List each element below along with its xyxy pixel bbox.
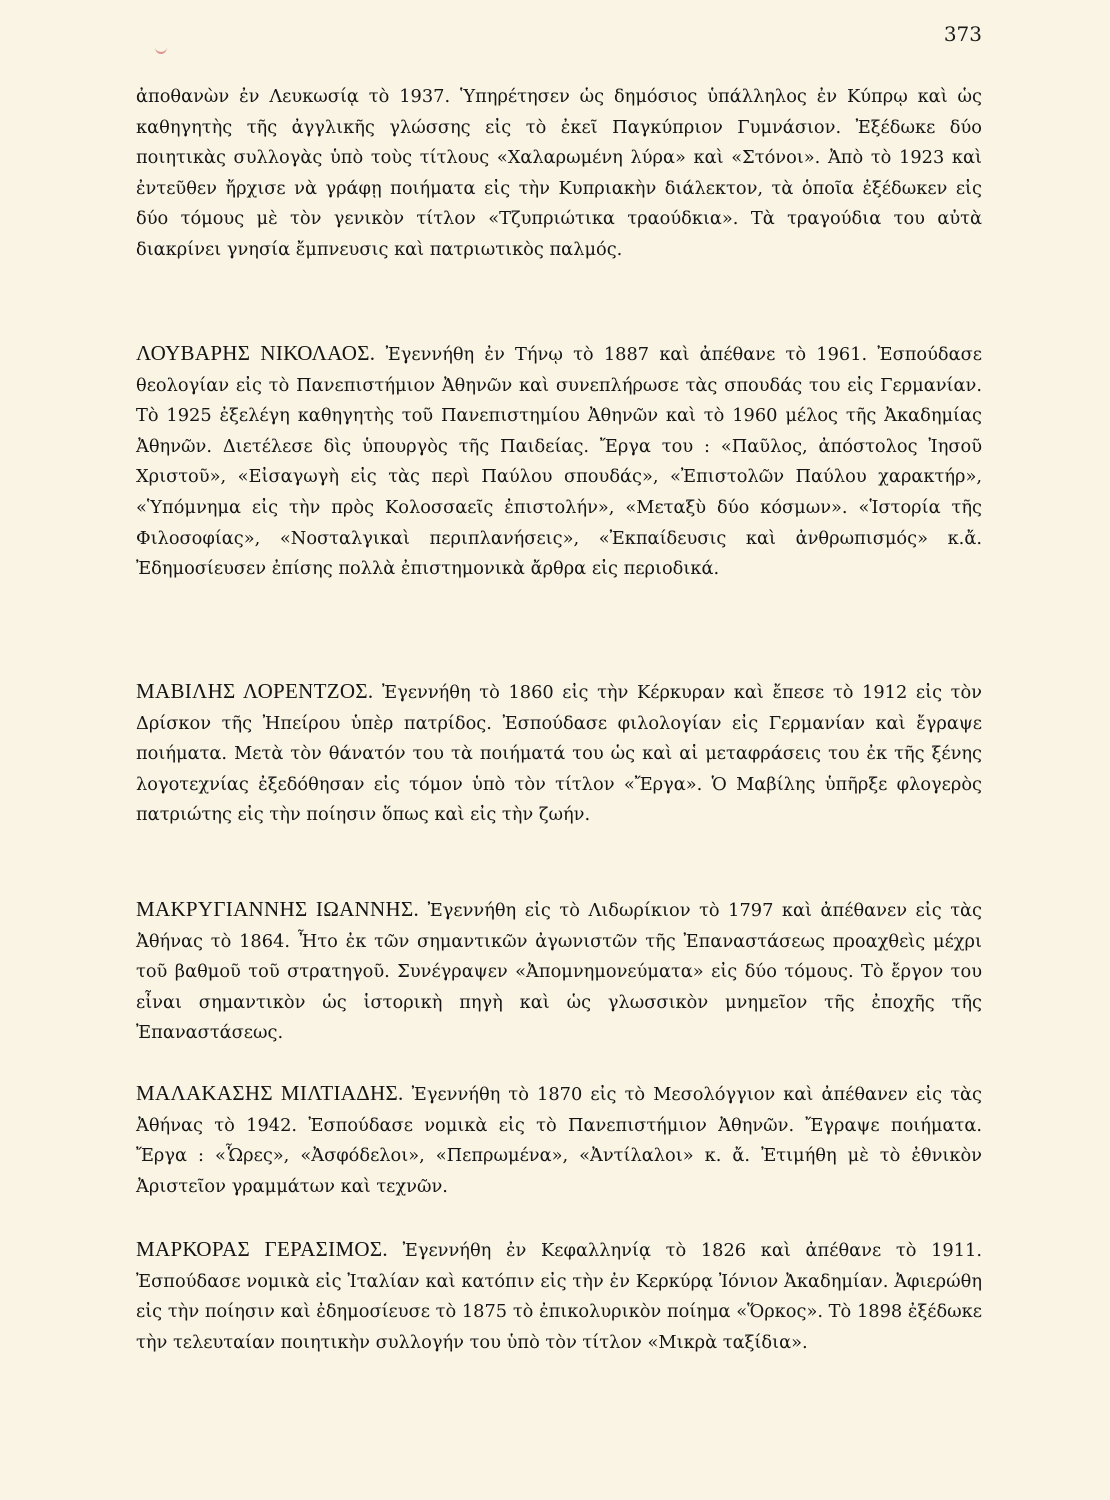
entry-text: Ἐγεννήθη τὸ 1860 εἰς τὴν Κέρκυραν καὶ ἔπεσε τὸ 1912 εἰς τὸν Δρίσκον τῆς Ἠπείρου ὑπὲρ πατρίδος. Ἐσπούδασε φιλολογίαν εἰς Γερμανίαν καὶ ἔγραψε ποιήματα. Μετὰ τὸν θάνατόν του τὰ ποιήματά του ὡς καὶ αἱ μεταφράσεις του ἐκ τῆς ξένης λογοτεχνίας ἐξεδόθησαν εἰς τόμον ὑπὸ τὸν τίτλον «Ἔργα». Ὁ Μαβίλης ὑπῆρξε φλογερὸς πατριώτης εἰς τὴν ποίησιν ὅπως καὶ εἰς τὴν ζωήν. bbox=[136, 682, 982, 826]
entry-malakasis bbox=[136, 1078, 982, 1202]
page-number: 373 bbox=[943, 22, 982, 46]
ink-mark bbox=[155, 40, 167, 54]
entry-text: Ἐγεννήθη τὸ 1870 εἰς τὸ Μεσολόγγιον καὶ ἀπέθανεν εἰς τὰς Ἀθήνας τὸ 1942. Ἐσπούδασε νομικὰ εἰς τὸ Πανεπιστήμιον Ἀθηνῶν. Ἔγραψε ποιήματα. Ἔργα : «Ὧρες», «Ἀσφόδελοι», «Πεπρωμένα», «Ἀντίλαλοι» κ. ἄ. Ἐτιμήθη μὲ τὸ ἐθνικὸν Ἀριστεῖον γραμμάτων καὶ τεχνῶν. bbox=[136, 1084, 983, 1197]
entry-markoras bbox=[136, 1234, 982, 1358]
entry-text: Ἐγεννήθη εἰς τὸ Λιδωρίκιον τὸ 1797 καὶ ἀπέθανεν εἰς τὰς Ἀθήνας τὸ 1864. Ἦτο ἐκ τῶν σημαντικῶν ἀγωνιστῶν τῆς Ἐπαναστάσεως προαχθεὶς μέχρι τοῦ βαθμοῦ τοῦ στρατηγοῦ. Συνέγραψεν «Ἀπομνημονεύματα» εἰς δύο τόμους. Τὸ ἔργον του εἶναι σημαντικὸν ὡς ἱστορικὴ πηγὴ καὶ ὡς γλωσσικὸν μνημεῖον τῆς ἐποχῆς τῆς Ἐπαναστάσεως. bbox=[136, 900, 983, 1044]
intro-paragraph: ἀποθανὼν ἐν Λευκωσίᾳ τὸ 1937. Ὑπηρέτησεν ὡς δημόσιος ὑπάλληλος ἐν Κύπρῳ καὶ ὡς καθηγητὴς τῆς ἀγγλικῆς γλώσσης εἰς τὸ ἐκεῖ Παγκύπριον Γυμνάσιον. Ἐξέδωκε δύο ποιητικὰς συλλογὰς ὑπὸ τοὺς τίτλους «Χαλαρωμένη λύρα» καὶ «Στόνοι». Ἀπὸ τὸ 1923 καὶ ἐντεῦθεν ἤρχισε νὰ γράφῃ ποιήματα εἰς τὴν Κυπριακὴν διάλεκτον, τὰ ὁποῖα ἐξέδωκεν εἰς δύο τόμους μὲ τὸν γενικὸν τίτλον «Τζυπριώτικα τραούδκια». Τὰ τραγούδια του αὐτὰ διακρίνει γνησία ἔμπνευσις καὶ πατριωτικὸς παλμός. bbox=[136, 86, 982, 260]
entry-text: Ἐγεννήθη ἐν Τήνῳ τὸ 1887 καὶ ἀπέθανε τὸ 1961. Ἐσπούδασε θεολογίαν εἰς τὸ Πανεπιστήμιον Ἀθηνῶν καὶ συνεπλήρωσε τὰς σπουδάς του εἰς Γερμανίαν. Τὸ 1925 ἐξελέγη καθηγητὴς τοῦ Πανεπιστημίου Ἀθηνῶν καὶ τὸ 1960 μέλος τῆς Ἀκαδημίας Ἀθηνῶν. Διετέλεσε δὶς ὑπουργὸς τῆς Παιδείας. Ἔργα του : «Παῦλος, ἀπόστολος Ἰησοῦ Χριστοῦ», «Εἰσαγωγὴ εἰς τὰς περὶ Παύλου σπουδάς», «Ἐπιστολῶν Παύλου χαρακτήρ», «Ὑπόμνημα εἰς τὴν πρὸς Κολοσσαεῖς ἐπιστολήν», «Μεταξὺ δύο κόσμων». «Ἱστορία τῆς Φιλοσοφίας», «Νοσταλγικαὶ περιπλανήσεις», «Ἐκπαίδευσις καὶ ἀνθρωπισμός» κ.ἄ. Ἐδημοσίευσεν ἐπίσης πολλὰ ἐπιστημονικὰ ἄρθρα εἰς περιοδικά. bbox=[136, 344, 982, 580]
entry-name: ΜΑΛΑΚΑΣΗΣ ΜΙΛΤΙΑΔΗΣ. bbox=[136, 1081, 404, 1105]
entry-mavilis bbox=[136, 676, 982, 831]
entry-text: Ἐγεννήθη ἐν Κεφαλληνίᾳ τὸ 1826 καὶ ἀπέθανε τὸ 1911. Ἐσπούδασε νομικὰ εἰς Ἰταλίαν καὶ κατόπιν εἰς τὴν ἐν Κερκύρᾳ Ἰόνιον Ἀκαδημίαν. Ἀφιερώθη εἰς τὴν ποίησιν καὶ ἐδημοσίευσε τὸ 1875 τὸ ἐπικολυρικὸν ποίημα «Ὅρκος». Τὸ 1898 ἐξέδωκε τὴν τελευταίαν ποιητικὴν συλλογήν του ὑπὸ τὸν τίτλον «Μικρὰ ταξίδια». bbox=[136, 1240, 982, 1353]
entry-makrygiannis bbox=[136, 894, 982, 1049]
entry-name: ΜΑΡΚΟΡΑΣ ΓΕΡΑΣΙΜΟΣ. bbox=[136, 1237, 388, 1261]
entry-name: ΜΑΚΡΥΓΙΑΝΝΗΣ ΙΩΑΝΝΗΣ. bbox=[136, 897, 420, 921]
entry-louvaris bbox=[136, 338, 982, 585]
entry-name: ΛΟΥΒΑΡΗΣ ΝΙΚΟΛΑΟΣ. bbox=[136, 341, 376, 365]
entry-name: ΜΑΒΙΛΗΣ ΛΟΡΕΝΤΖΟΣ. bbox=[136, 679, 374, 703]
